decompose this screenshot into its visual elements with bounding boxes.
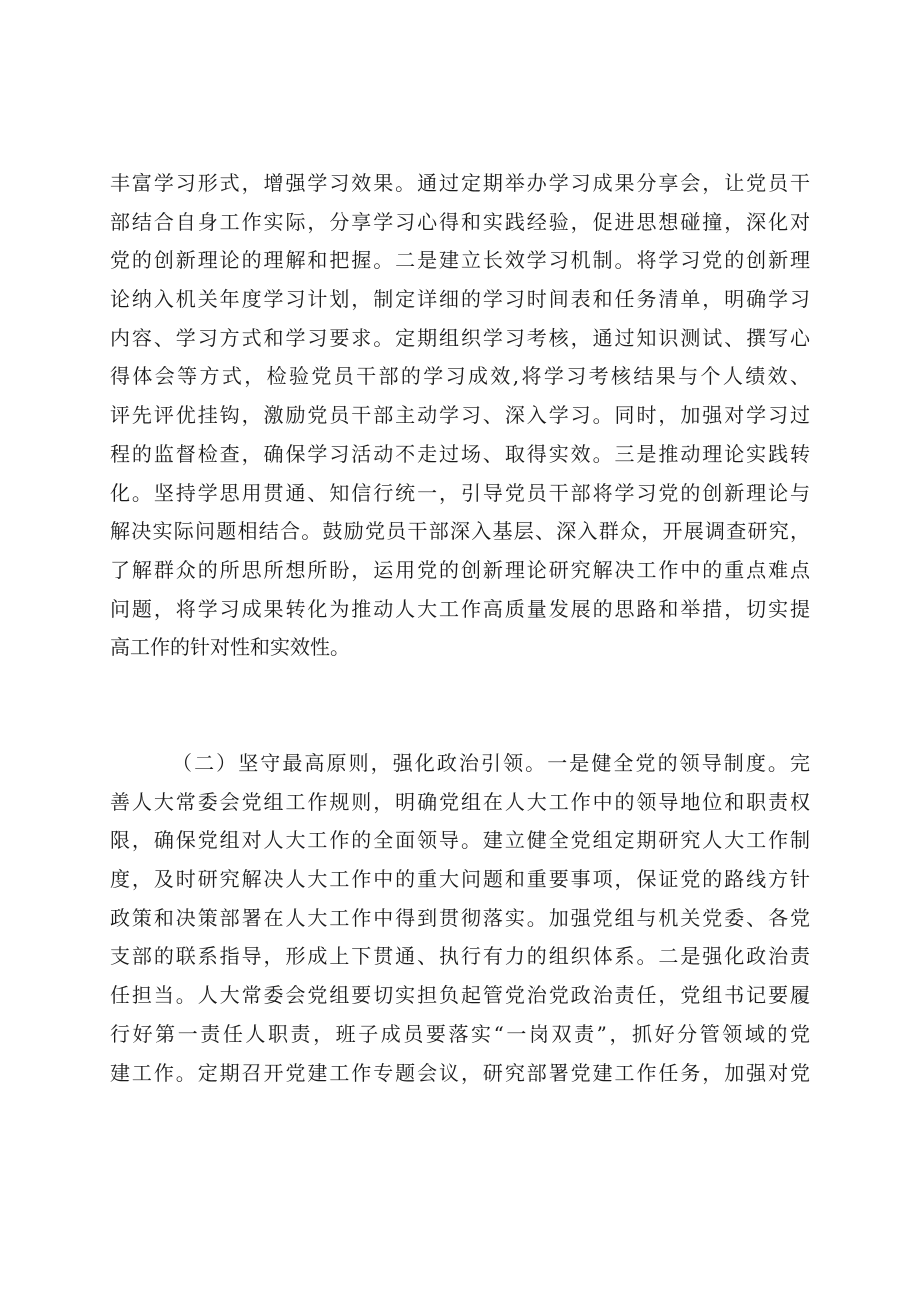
text-line: 限，确保党组对人大工作的全面领导。建立健全党组定期研究人大工作制 xyxy=(110,828,810,853)
paragraph-political-leadership xyxy=(110,744,810,1092)
text-line: 政策和决策部署在人大工作中得到贯彻落实。加强党组与机关党委、各党 xyxy=(110,905,810,930)
text-line: 化。坚持学思用贯通、知信行统一，引导党员干部将学习党的创新理论与 xyxy=(110,480,810,505)
text-line: 度，及时研究解决人大工作中的重大问题和重要事项，保证党的路线方针 xyxy=(110,867,810,892)
text-line: 任担当。人大常委会党组要切实担负起管党治党政治责任，党组书记要履 xyxy=(110,983,810,1008)
section-heading-line: （二）坚守最高原则，强化政治引领。一是健全党的领导制度。完 xyxy=(172,751,810,775)
text-line: 高工作的针对性和实效性。 xyxy=(110,635,350,660)
text-line: 了解群众的所思所想所盼，运用党的创新理论研究解决工作中的重点难点 xyxy=(110,557,810,582)
text-line: 部结合自身工作实际，分享学习心得和实践经验，促进思想碰撞，深化对 xyxy=(110,209,810,234)
text-line: 党的创新理论的理解和把握。二是建立长效学习机制。将学习党的创新理 xyxy=(110,248,810,273)
text-line: 支部的联系指导，形成上下贯通、执行有力的组织体系。二是强化政治责 xyxy=(110,944,810,969)
text-line: 丰富学习形式，增强学习效果。通过定期举办学习成果分享会，让党员干 xyxy=(110,171,810,195)
text-line: 善人大常委会党组工作规则，明确党组在人大工作中的领导地位和职责权 xyxy=(110,789,810,814)
paragraph-learning-mechanism xyxy=(110,164,810,667)
text-line: 得体会等方式，检验党员干部的学习成效,将学习考核结果与个人绩效、 xyxy=(110,364,810,389)
text-line: 程的监督检查，确保学习活动不走过场、取得实效。三是推动理论实践转 xyxy=(110,441,810,466)
text-line: 论纳入机关年度学习计划，制定详细的学习时间表和任务清单，明确学习 xyxy=(110,287,810,312)
text-line: 内容、学习方式和学习要求。定期组织学习考核，通过知识测试、撰写心 xyxy=(110,325,810,350)
text-line: 解决实际问题相结合。鼓励党员干部深入基层、深入群众，开展调查研究， xyxy=(110,519,810,544)
text-line: 行好第一责任人职责，班子成员要落实“一岗双责”，抓好分管领域的党 xyxy=(110,1021,810,1046)
text-line: 建工作。定期召开党建工作专题会议，研究部署党建工作任务，加强对党 xyxy=(110,1060,810,1085)
text-line: 问题，将学习成果转化为推动人大工作高质量发展的思路和举措，切实提 xyxy=(110,596,810,621)
text-line: 评先评优挂钩，激励党员干部主动学习、深入学习。同时，加强对学习过 xyxy=(110,403,810,428)
